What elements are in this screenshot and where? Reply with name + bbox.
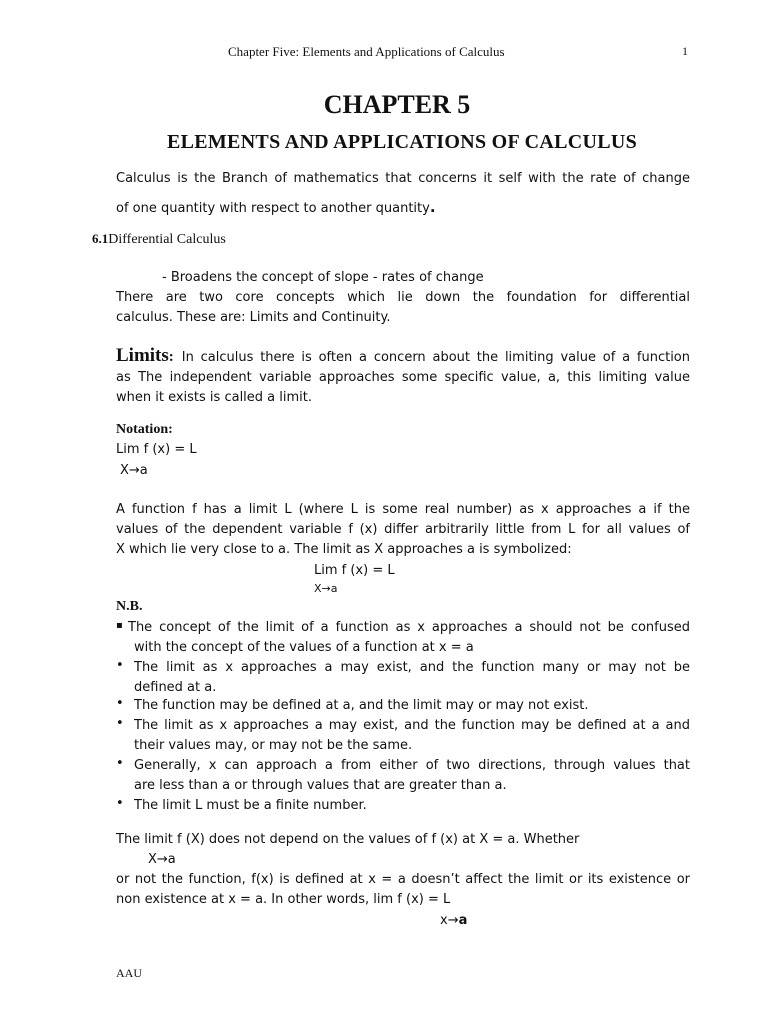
nb-item-line-1: Generally, x can approach a from either of two directions, through values that: [134, 758, 690, 773]
square-bullet-icon: ▪: [116, 620, 123, 631]
page-number: 1: [682, 44, 688, 58]
section-paragraph-line-1: There are two core concepts which lie down the foundation for differential: [116, 290, 690, 305]
nb-item-text: [128, 618, 690, 658]
nb-item-line-1: The concept of the limit of a function as x approaches a should not be confused: [128, 620, 690, 635]
intro-line-2-text: of one quantity with respect to another quantity: [116, 201, 430, 216]
definition-line-2: values of the dependent variable f (x) differ arbitrarily little from L for all values of: [116, 522, 690, 537]
section-title: Differential Calculus: [108, 232, 226, 247]
bullet-icon: •: [116, 658, 124, 673]
definition-subscript: X→a: [314, 582, 338, 595]
nb-item-line-2: with the concept of the values of a function at x = a: [134, 640, 474, 655]
intro-line-2-end: .: [429, 198, 436, 216]
notation-subscript: X→a: [120, 463, 148, 478]
section-paragraph-line-2: calculus. These are: Limits and Continuity.: [116, 310, 391, 325]
notation-expression: Lim f (x) = L: [116, 442, 197, 457]
limits-colon: :: [168, 349, 174, 365]
closing-sub2-x: x: [440, 913, 448, 928]
limits-line-1: [116, 345, 690, 367]
nb-item-line-1: The limit as x approaches a may exist, and the function may be defined at a and: [134, 718, 690, 733]
nb-item-text: [134, 716, 690, 756]
nb-item-line-1: The limit as x approaches a may exist, and the function many or may not be: [134, 660, 690, 675]
limits-line-1-text: In calculus there is often a concern about the limiting value of a function: [181, 350, 690, 365]
nb-item-line-1: The limit L must be a finite number.: [134, 798, 367, 813]
closing-subscript-2: [440, 913, 467, 928]
nb-item-text: [134, 658, 690, 698]
bullet-icon: •: [116, 756, 124, 771]
intro-line-2: [116, 198, 436, 216]
bullet-icon: •: [116, 696, 124, 711]
notation-label: Notation:: [116, 422, 173, 437]
nb-item-text: [134, 756, 690, 796]
bullet-icon: •: [116, 716, 124, 731]
definition-expression: Lim f (x) = L: [314, 563, 395, 578]
bullet-icon: •: [116, 796, 124, 811]
definition-line-1: A function f has a limit L (where L is some real number) as x approaches a if the: [116, 502, 690, 517]
nb-item-text: [134, 796, 690, 816]
nb-item-line-2: defined at a.: [134, 680, 217, 695]
limits-line-3: when it exists is called a limit.: [116, 390, 312, 405]
chapter-subtitle: ELEMENTS AND APPLICATIONS OF CALCULUS: [166, 131, 638, 153]
closing-subscript-1: X→a: [148, 852, 176, 867]
running-header: Chapter Five: Elements and Applications of Calculus: [228, 44, 505, 59]
intro-line-1: Calculus is the Branch of mathematics that concerns it self with the rate of change: [116, 171, 690, 186]
limits-line-2: as The independent variable approaches some specific value, a, this limiting value: [116, 370, 690, 385]
closing-line-2: or not the function, f(x) is defined at x = a doesn’t affect the limit or its existence or: [116, 872, 690, 887]
nb-item-line-1: The function may be defined at a, and the limit may or may not exist.: [134, 698, 589, 713]
nb-item-line-2: their values may, or may not be the same.: [134, 738, 413, 753]
nb-label: N.B.: [116, 599, 143, 614]
chapter-title: CHAPTER 5: [323, 90, 471, 119]
closing-sub2-a: a: [458, 913, 468, 928]
section-bullet-line: - Broadens the concept of slope - rates of change: [162, 270, 484, 285]
section-heading: [92, 231, 226, 248]
footer-text: AAU: [116, 966, 142, 980]
closing-line-3: non existence at x = a. In other words, lim f (x) = L: [116, 892, 451, 907]
nb-item-line-2: are less than a or through values that are greater than a.: [134, 778, 507, 793]
nb-item-text: [134, 696, 690, 716]
closing-line-1: The limit f (X) does not depend on the values of f (x) at X = a. Whether: [116, 832, 580, 847]
section-number: 6.1: [92, 231, 109, 246]
definition-line-3: X which lie very close to a. The limit as X approaches a is symbolized:: [116, 542, 572, 557]
closing-sub2-arrow: →: [447, 913, 459, 928]
limits-term: Limits: [116, 345, 169, 366]
